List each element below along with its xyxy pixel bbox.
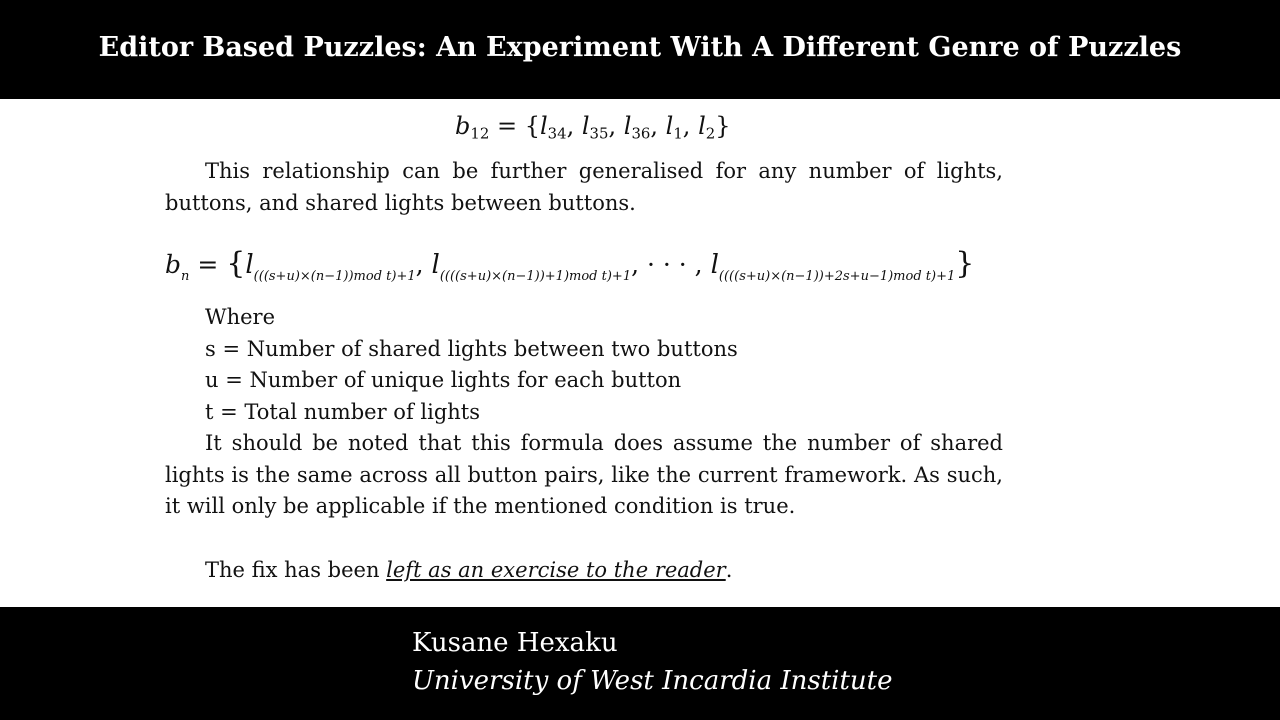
paragraph-note: It should be noted that this formula does assume the number of shared lights is the same across all button pairs, like the current framework. As such, it will only be applicable if the mentioned condition is true. <box>165 431 1003 518</box>
eq2-term-2-sub: ((((s+u)×(n−1))+1)mod t)+1 <box>439 269 632 284</box>
eq1-term-3: 36 <box>631 124 651 143</box>
author-affiliation: University of West Incardia Institute <box>412 666 893 696</box>
fix-text-before: The fix has been <box>205 558 387 582</box>
eq1-term-5: 2 <box>705 124 716 143</box>
author-name: Kusane Hexaku <box>412 628 618 658</box>
equation-b12: $b_{12} = \{l_{34}$, $l_{35}$, $l_{36}$, $l_1$, $l_2$} <box>455 112 731 143</box>
eq1-term-1: 34 <box>547 124 567 143</box>
eq1-term-4: 1 <box>673 124 683 143</box>
where-heading: Where <box>205 305 276 329</box>
header-bar <box>0 0 1280 99</box>
eq1-lhs-sub: 12 <box>470 124 490 143</box>
exercise-link[interactable]: left as an exercise to the reader <box>386 558 726 582</box>
definition-s: s = Number of shared lights between two buttons <box>205 337 738 361</box>
fix-text-after: . <box>725 558 733 582</box>
equation-bn: $b_n = \{l_{(((s+u)\times(n-1))mod t)+1}$, $l_{((((s+u)\times(n-1))+1)mod t)+1}$, · · · , $l_{((((s+u)\times(n-1))+2s+u-1)mod t)+1}$} <box>165 246 975 284</box>
definition-t: t = Total number of lights <box>205 400 481 424</box>
slide-title: Editor Based Puzzles: An Experiment With A Different Genre of Puzzles <box>98 32 1182 63</box>
eq2-ellipsis: · · · <box>647 250 687 279</box>
paragraph-generalisation: This relationship can be further generalised for any number of lights, buttons, and shared lights between buttons. <box>165 159 1003 215</box>
paragraph-fix <box>165 555 1003 587</box>
eq1-lhs: b <box>455 112 471 140</box>
eq2-lhs: b <box>165 250 182 279</box>
eq1-term-2: 35 <box>589 124 609 143</box>
eq2-term-3-sub: ((((s+u)×(n−1))+2s+u−1)mod t)+1 <box>718 269 956 284</box>
definition-u: u = Number of unique lights for each button <box>205 368 682 392</box>
eq2-term-1-sub: (((s+u)×(n−1))mod t)+1 <box>253 269 416 284</box>
eq2-lhs-sub: n <box>181 269 190 284</box>
